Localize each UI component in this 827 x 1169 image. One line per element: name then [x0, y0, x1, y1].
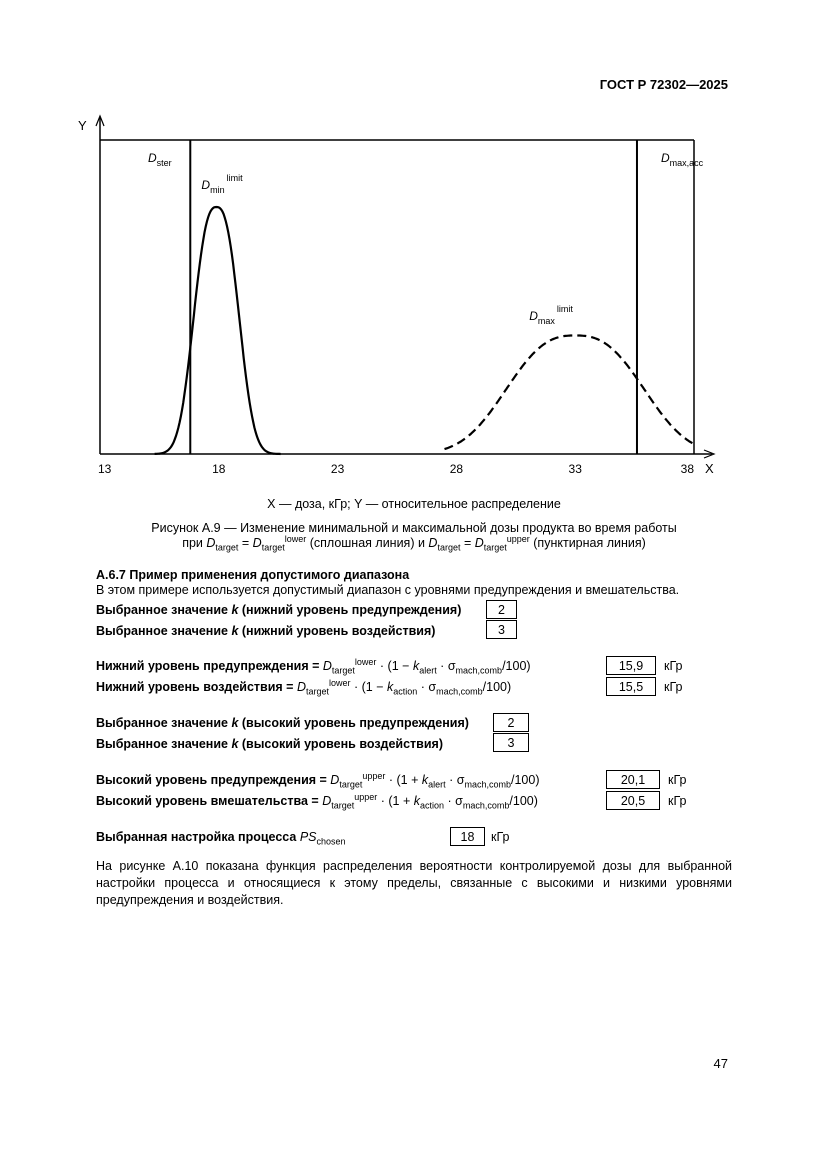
lower-action-formula: Нижний уровень воздействия = $D_{target}^{lower} \cdot (1 - k_{action} \cdot \sigma_{mach,comb}/100)$: [96, 677, 512, 697]
k-lower-alert-label: Выбранное значение k (нижний уровень предупреждения): [96, 603, 462, 617]
upper-alert-unit: кГр: [668, 773, 687, 787]
lower-alert-unit: кГр: [664, 659, 683, 673]
curve-upper-label: $D_{max}^{limit}$: [529, 304, 573, 326]
k-upper-alert-value: 2: [493, 713, 529, 732]
upper-alert-value: 20,1: [606, 770, 660, 789]
section-intro: В этом примере используется допустимый диапазон с уровнями предупреждения и вмешательства.: [96, 583, 680, 597]
figure-caption: [97, 521, 731, 551]
process-setting-label: Выбранная настройка процесса $PS_{chosen}$: [96, 830, 346, 847]
upper-alert-formula: Высокий уровень предупреждения = $D_{target}^{upper} \cdot (1 + k_{alert} \cdot \sigma_{mach,comb}/100)$: [96, 770, 540, 790]
lower-action-unit: кГр: [664, 680, 683, 694]
lower-action-value: 15,5: [606, 677, 656, 696]
process-setting-value: 18: [450, 827, 485, 846]
x-tick-label: 13: [98, 462, 112, 476]
x-tick-label: 33: [568, 462, 582, 476]
vline-label-ster: $D_{ster}$: [148, 151, 172, 168]
curve-upper-dashed: [445, 336, 695, 450]
curve-lower-label: $D_{min}^{limit}$: [201, 173, 243, 195]
lower-alert-value: 15,9: [606, 656, 656, 675]
figure-caption-line1: Рисунок А.9 — Изменение минимальной и максимальной дозы продукта во время работы: [151, 521, 677, 535]
y-axis-label: Y: [78, 118, 87, 133]
upper-action-unit: кГр: [668, 794, 687, 808]
document-header: ГОСТ Р 72302—2025: [599, 77, 728, 92]
k-upper-alert-label: Выбранное значение k (высокий уровень предупреждения): [96, 716, 469, 730]
upper-action-formula: Высокий уровень вмешательства = $D_{target}^{upper} \cdot (1 + k_{action} \cdot \sigma_{mach,comb}/100)$: [96, 791, 538, 811]
curve-lower-solid: [155, 207, 281, 454]
k-lower-alert-value: 2: [486, 600, 517, 619]
k-upper-action-label: Выбранное значение k (высокий уровень воздействия): [96, 737, 443, 751]
dose-distribution-chart: [60, 112, 730, 512]
k-upper-action-value: 3: [493, 733, 529, 752]
section-title: А.6.7 Пример применения допустимого диапазона: [96, 568, 410, 582]
x-tick-label: 23: [330, 462, 345, 476]
figure-caption-line2: при $D_{target} = D_{target}^{lower}$ (сплошная линия) и $D_{target} = D_{target}^{upper}$ (пунктирная линия): [182, 533, 646, 553]
x-tick-label: 18: [212, 462, 226, 476]
x-tick-label: 38: [680, 462, 694, 476]
x-tick-label: 28: [449, 462, 464, 476]
body-paragraph: На рисунке А.10 показана функция распределения вероятности контролируемой дозы для выбранной настройки процесса и относящиеся к этому пределы, связанные с высокими и низкими уровнями предупреждения и воздействия.: [96, 859, 732, 907]
axis-legend: X — доза, кГр; Y — относительное распределение: [267, 497, 561, 511]
upper-action-value: 20,5: [606, 791, 660, 810]
k-lower-action-label: Выбранное значение k (нижний уровень воздействия): [96, 624, 436, 638]
x-axis-label: X: [705, 461, 714, 476]
process-setting-unit: кГр: [491, 830, 510, 844]
k-lower-action-value: 3: [486, 620, 517, 639]
page-number: 47: [713, 1056, 728, 1071]
vline-label-maxacc: $D_{max,acc}$: [660, 151, 704, 168]
lower-alert-formula: Нижний уровень предупреждения = $D_{target}^{lower} \cdot (1 - k_{alert} \cdot \sigma_{mach,comb}/100)$: [96, 656, 531, 676]
